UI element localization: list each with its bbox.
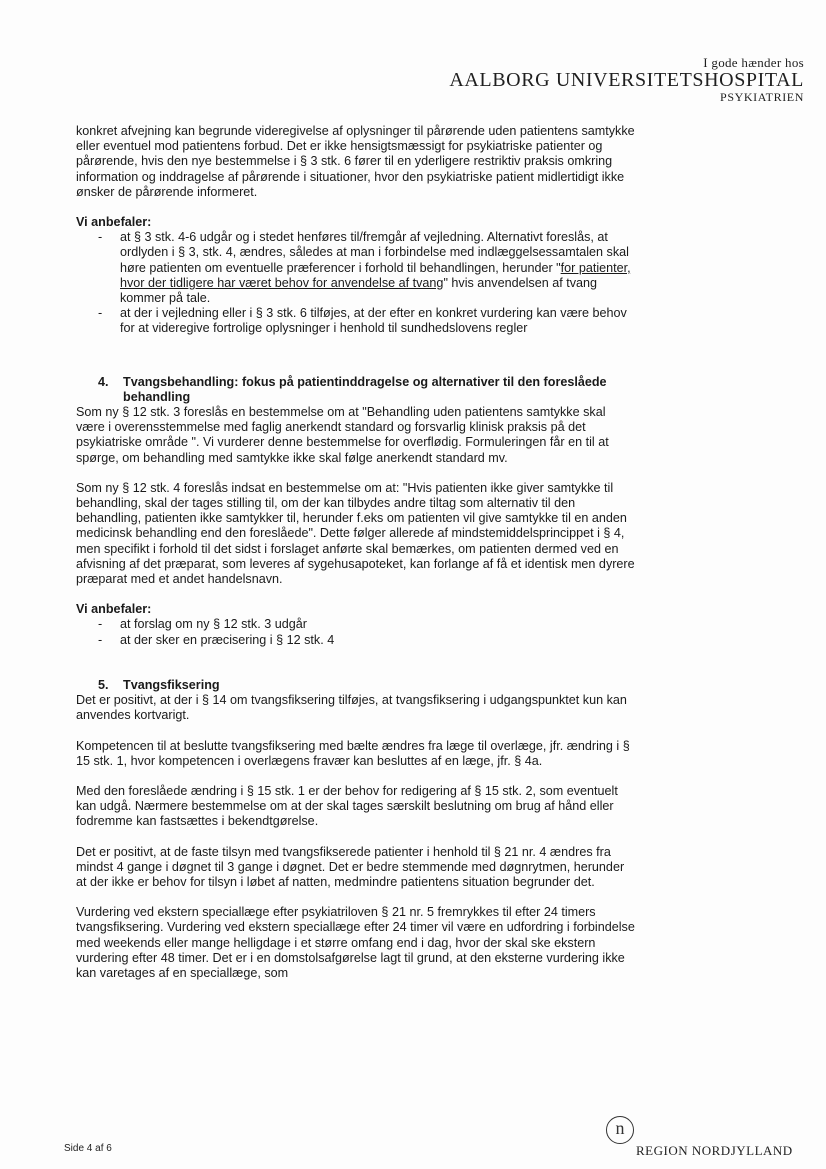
recommendation-heading-1: Vi anbefaler: — [76, 215, 152, 230]
dash-bullet: - — [98, 306, 103, 321]
list-item-text: at der sker en præcisering i § 12 stk. 4 — [120, 632, 335, 647]
recommendation-heading-2: Vi anbefaler: — [76, 602, 152, 617]
section-title: Tvangsbehandling: fokus på patientinddragelse og alternativer til den foreslåede behandling — [123, 374, 607, 404]
list-item-text: at der i vejledning eller i § 3 stk. 6 tilføjes, at der efter en konkret vurdering kan være behov for at videregive fortrolige oplysninger i henhold til sundhedslovens regler — [120, 306, 627, 336]
section-heading-5 — [76, 678, 636, 693]
letterhead-department: PSYKIATRIEN — [720, 90, 804, 104]
document-body — [76, 124, 636, 981]
paragraph-5: Kompetencen til at beslutte tvangsfiksering med bælte ændres fra læge til overlæge, jfr. ændring i § 15 stk. 1, hvor kompetencen i overlægens fravær kan besluttes af en læge, jfr. § 4a. — [76, 738, 630, 768]
letterhead-organization: AALBORG UNIVERSITETSHOSPITAL — [449, 69, 804, 91]
region-logo-icon: n — [606, 1116, 634, 1144]
paragraph-4: Det er positivt, at der i § 14 om tvangsfiksering tilføjes, at tvangsfiksering i udgangspunktet kun kan anvendes kortvarigt. — [76, 693, 627, 723]
list-item — [98, 230, 636, 306]
page-number: Side 4 af 6 — [64, 1143, 112, 1154]
list-item-text-part: at § 3 stk. 4-6 udgår og i stedet henføres til/fremgår af vejledning. Alternativt foreslås, at ordlyden i § 3, stk. 4, ændres, således at man i forbindelse med indlæggelsessamtalen skal høre patienten om eventuelle præferencer i forhold til behandlingen, herunder " — [120, 230, 629, 275]
section-title: Tvangsfiksering — [123, 677, 220, 692]
recommendation-list-1 — [76, 230, 636, 336]
paragraph-8: Vurdering ved ekstern speciallæge efter psykiatriloven § 21 nr. 5 fremrykkes til efter 24 timers tvangsfiksering. Vurdering ved ekstern speciallæge efter 24 timer vil være en udfordring i forbindelse med weekends eller mange helligdage i et større omfang end i dag, hvor der skal ske ekstern vurdering efter 48 timer. Det er i en domstolsafgørelse lagt til grund, at den eksterne vurdering ikke kan varetages af en speciallæge, som — [76, 905, 635, 980]
underlined-text: for patienter, hvor der tidligere har været behov for anvendelse af tvang — [120, 260, 631, 290]
dash-bullet: - — [98, 632, 103, 647]
dash-bullet: - — [98, 617, 103, 632]
region-name: REGION NORDJYLLAND — [636, 1143, 793, 1158]
paragraph-1: konkret afvejning kan begrunde videregivelse af oplysninger til pårørende uden patientens samtykke eller eventuel mod patientens forbud. Det er ikke hensigtsmæssigt for psykiatriske patienter og pårørende, hvis den nye bestemmelse i § 3 stk. 6 fører til en yderligere restriktiv praksis omkring information og inddragelse af pårørende i situationer, hvor den psykiatriske patient midlertidigt ikke ønsker de pårørende informeret. — [76, 124, 635, 199]
list-item-text-part: " hvis anvendelsen af tvang kommer på tale. — [120, 275, 598, 306]
paragraph-6: Med den foreslåede ændring i § 15 stk. 1 er der behov for redigering af § 15 stk. 2, som eventuelt kan udgå. Nærmere bestemmelse om at der skal tages særskilt beslutning om brug af hånd eller fodremme kan fastsættes i bekendtgørelse. — [76, 783, 618, 829]
letterhead — [449, 56, 804, 104]
list-item-text: at forslag om ny § 12 stk. 3 udgår — [120, 617, 307, 632]
list-item-text — [120, 230, 636, 306]
list-item — [98, 633, 636, 648]
section-heading-4 — [76, 375, 636, 405]
list-item — [98, 306, 636, 336]
section-number: 4. — [98, 374, 109, 389]
letterhead-tagline: I gode hænder hos — [703, 55, 804, 70]
list-item — [98, 617, 636, 632]
paragraph-7: Det er positivt, at de faste tilsyn med tvangsfikserede patienter i henhold til § 21 nr. 4 ændres fra mindst 4 gange i døgnet til 3 gange i døgnet. Det er bedre stemmende med døgnrytmen, herunder at der ikke er behov for tilsyn i løbet af natten, medmindre patientens situation begrunder det. — [76, 844, 625, 889]
dash-bullet: - — [98, 230, 103, 245]
paragraph-2: Som ny § 12 stk. 3 foreslås en bestemmelse om at "Behandling uden patientens samtykke skal være i overensstemmelse med faglig anerkendt standard og forsvarlig klinisk praksis på det psykiatriske område ". Vi vurderer denne bestemmelse for overflødig. Formuleringen får en til at spørge, om behandling med samtykke ikke skal følge anerkendt standard mv. — [76, 405, 609, 465]
section-number: 5. — [98, 677, 109, 692]
recommendation-list-2 — [76, 617, 636, 647]
paragraph-3: Som ny § 12 stk. 4 foreslås indsat en bestemmelse om at: "Hvis patienten ikke giver samtykke til behandling, skal der tages stilling til, om der kan tilbydes andre tiltag som alternativ til den behandling, patienten ikke samtykker til, herunder f.eks om patienten vil give samtykke til en anden medicinsk behandling end den foreslåede". Dette følger allerede af mindstemiddelsprincippet i § 4, men specifikt i forhold til det sidst i forslaget anførte skal bemærkes, om patienten dermed ved en afvisning af det præparat, som leveres af sygehusapoteket, kan forlange af få et identisk men dyrere præparat med et andet handelsnavn. — [76, 480, 635, 587]
